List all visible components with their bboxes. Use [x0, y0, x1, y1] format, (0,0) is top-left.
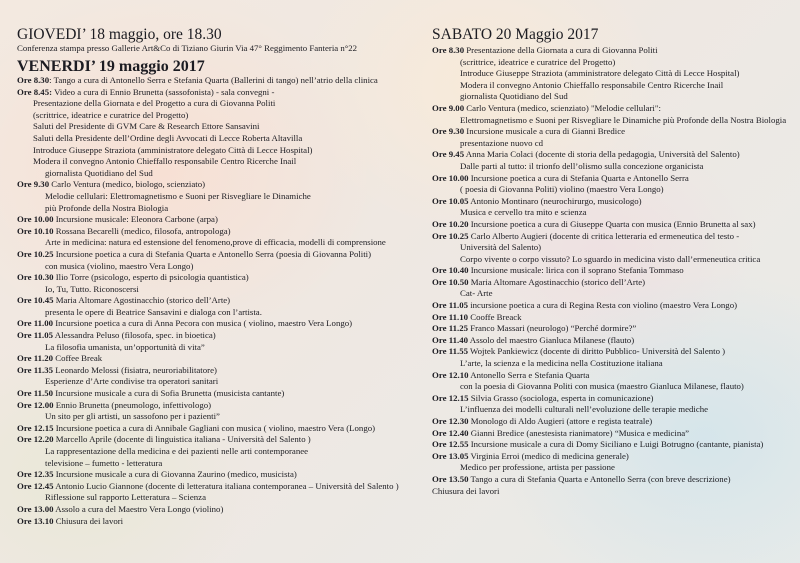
press-conference-note: Conferenza stampa presso Gallerie Art&Co di Tiziano Giurin Via 47° Reggimento Fanteria n°22 [17, 43, 358, 53]
program-entry [17, 423, 415, 435]
program-entry [17, 388, 415, 400]
entry-time: Ore 8.30 [432, 45, 465, 55]
program-entry [432, 277, 794, 289]
entry-text: Franco Massari (neurologo) “Perché dormire?” [468, 323, 637, 334]
entry-detail: Esperienze d’Arte condivise tra operatori sanitari [45, 376, 219, 387]
entry-detail: Io, Tu, Tutto. Riconoscersi [45, 283, 139, 294]
program-entry [17, 400, 415, 412]
program-entry [432, 219, 794, 231]
entry-detail: giornalista Quotidiano del Sud [460, 91, 568, 102]
entry-text: Assolo a cura del Maestro Vera Longo (violino) [53, 503, 224, 514]
entry-detail: Modera il convegno Antonio Chieffallo responsabile Centro Ricerche Inail [33, 156, 297, 167]
program-entry [432, 300, 794, 312]
program-entry [432, 45, 794, 57]
entry-text: Ilio Torre (psicologo, esperto di psicologia quantistica) [53, 272, 249, 283]
entry-text: Maria Altomare Agostinacchio (storico dell’Arte) [53, 295, 231, 306]
entry-time: Ore 10.10 [17, 225, 54, 236]
entry-detail: Musica e cervello tra mito e scienza [460, 207, 587, 218]
entry-time: Ore 10.00 [17, 214, 54, 225]
entry-time: Ore 13.10 [17, 515, 54, 526]
program-entry [17, 75, 415, 87]
program-entry [17, 516, 415, 528]
friday-heading: VENERDI’ 19 maggio 2017 [17, 58, 205, 75]
entry-time: Ore 11.50 [17, 388, 53, 399]
entry-time: Ore 11.35 [17, 364, 53, 375]
entry-detail: Melodie cellulari: Elettromagnetismo e Suoni per Risvegliare le Dinamiche [45, 190, 311, 201]
program-entry [17, 179, 415, 191]
entry-time: Ore 9.30 [17, 179, 50, 190]
entry-time: Ore 11.25 [432, 323, 468, 334]
entry-text: Marcello Aprile (docente di linguistica italiana - Università del Salento ) [53, 434, 311, 445]
program-entry [17, 434, 415, 446]
entry-text: Gianni Bredice (anestesista rianimatore) “Musica e medicina” [468, 427, 690, 438]
thursday-heading: GIOVEDI’ 18 maggio, ore 18.30 [17, 26, 222, 43]
program-entry [17, 295, 415, 307]
program-entry [17, 469, 415, 481]
entry-time: Ore 12.35 [17, 469, 54, 480]
entry-text: Wojtek Pankiewicz (docente di diritto Pubblico- Università del Salento ) [468, 346, 726, 357]
program-entry [17, 226, 415, 238]
entry-text: Maria Altomare Agostinacchio (storico dell’Arte) [468, 276, 646, 287]
entry-detail: Un sito per gli artisti, un sassofono per i pazienti” [45, 411, 220, 422]
entry-time: Ore 10.30 [17, 272, 54, 283]
entry-time: Ore 11.20 [17, 353, 53, 364]
entry-detail: Modera il convegno Antonio Chieffallo responsabile Centro Ricerche Inail [460, 79, 724, 90]
entry-text: Silvia Grasso (sociologa, esperta in comunicazione) [468, 392, 654, 403]
friday-column [17, 26, 415, 527]
entry-text: Incursione musicale a cura di Domy Siciliano e Luigi Botrugno (cantante, pianista) [468, 439, 764, 450]
closing-line: Chiusura dei lavori [432, 485, 500, 496]
program-entry [17, 330, 415, 342]
entry-detail: Introduce Giuseppe Straziota (amministratore delegato Città di Lecce Hospital) [460, 68, 740, 79]
entry-detail: L’influenza dei modelli culturali nell’evoluzione delle terapie mediche [460, 404, 709, 415]
entry-time: Ore 8.45: [17, 86, 53, 97]
program-entry [17, 214, 415, 226]
entry-time: Ore 10.00 [432, 172, 469, 183]
program-entry [432, 474, 794, 486]
entry-time: Ore 13.00 [17, 503, 54, 514]
entry-detail: giornalista Quotidiano del Sud [45, 167, 153, 178]
entry-text: Anna Maria Colaci (docente di storia della pedagogia, Università del Salento) [464, 149, 740, 160]
program-entry [17, 481, 415, 493]
entry-text: Carlo Alberto Augieri (docente di critica letteraria ed ermeneutica del testo - [468, 230, 740, 241]
entry-time: Ore 11.40 [432, 334, 468, 345]
program-entry [17, 249, 415, 261]
program-entry [432, 149, 794, 161]
entry-detail: Introduce Giuseppe Straziota (amministratore delegato Città di Lecce Hospital) [33, 144, 313, 155]
entry-detail: L’arte, la scienza e la medicina nella Costituzione italiana [460, 358, 663, 369]
entry-text: Video a cura di Ennio Brunetta (sassofonista) - sala convegni - [52, 86, 275, 97]
entry-text: Antonello Serra e Stefania Quarta [468, 369, 590, 380]
program-entry [432, 416, 794, 428]
entry-text: Chiusura dei lavori [53, 515, 124, 526]
entry-text: Incursione musicale: Eleonora Carbone (arpa) [53, 214, 218, 225]
entry-time: Ore 10.20 [432, 218, 469, 229]
entry-time: Ore 12.20 [17, 434, 54, 445]
entry-time: Ore 12.15 [432, 392, 469, 403]
entry-text: Rossana Becarelli (medico, filosofa, antropologa) [53, 225, 231, 236]
entry-detail: (scrittrice, ideatrice e curatrice del Progetto) [460, 56, 616, 67]
entry-detail: presentazione nuovo cd [460, 137, 544, 148]
program-entry [432, 126, 794, 138]
entry-text: incursione poetica a cura di Regina Resta con violino (maestro Vera Longo) [468, 300, 738, 311]
entry-detail: presenta le opere di Beatrice Sansavini e dialoga con l’artista. [45, 306, 262, 317]
entry-text: Antonio Montinaro (neurochirurgo, musicologo) [468, 195, 642, 206]
entry-text: Carlo Ventura (medico, scienziato) "Melodie cellulari": [464, 102, 661, 113]
entry-detail: Università del Salento) [460, 242, 542, 253]
program-entry [432, 231, 794, 243]
program-entry [17, 318, 415, 330]
entry-text: Incursione musicale a cura di Gianni Bredice [464, 126, 626, 137]
program-entry [432, 173, 794, 185]
entry-text: : Tango a cura di Antonello Serra e Stefania Quarta (Ballerini di tango) nell’atrio della clinica [49, 75, 378, 85]
program-entry [432, 196, 794, 208]
program-entry [432, 393, 794, 405]
entry-detail: Corpo vivente o corpo vissuto? Lo sguardo in medicina visto dall’ermeneutica critica [460, 253, 761, 264]
entry-detail: televisione – fumetto - letteratura [45, 457, 163, 468]
entry-detail: Medico per professione, artista per passione [460, 462, 615, 473]
entry-detail: La filosofia umanista, un’opportunità di vita” [45, 341, 205, 352]
entry-text: Incursione musicale a cura di Sofia Brunetta (musicista cantante) [53, 388, 285, 399]
entry-text: Assolo del maestro Gianluca Milanese (flauto) [468, 334, 635, 345]
program-entry [17, 504, 415, 516]
entry-text: Ennio Brunetta (pneumologo, infettivologo) [53, 399, 212, 410]
saturday-column [432, 26, 794, 497]
saturday-heading: SABATO 20 Maggio 2017 [432, 26, 599, 43]
entry-time: Ore 10.50 [432, 276, 469, 287]
program-entry [17, 353, 415, 365]
program-entry [432, 312, 794, 324]
entry-time: Ore 9.45 [432, 149, 465, 160]
entry-time: Ore 10.45 [17, 295, 54, 306]
program-entry [432, 439, 794, 451]
entry-time: Ore 11.55 [432, 346, 468, 357]
entry-detail: Riflessione sul rapporto Letteratura – Scienza [45, 492, 206, 503]
program-entry [432, 370, 794, 382]
entry-time: Ore 12.45 [17, 480, 54, 491]
entry-text: Carlo Ventura (medico, biologo, scienziato) [49, 179, 206, 190]
entry-detail: Cat- Arte [460, 288, 493, 299]
program-entry [432, 103, 794, 115]
entry-text: Incursione poetica a cura di Stefania Quarta e Antonello Serra [468, 172, 689, 183]
entry-detail: più Profonde della Nostra Biologia [45, 202, 169, 213]
entry-text: Incursione musicale a cura di Giovanna Zaurino (medico, musicista) [53, 469, 297, 480]
entry-detail: Saluti del Presidente di GVM Care & Research Ettore Sansavini [33, 121, 260, 132]
entry-text: Incursione musicale: lirica con il soprano Stefania Tommaso [468, 265, 684, 276]
entry-time: Ore 13.05 [432, 450, 469, 461]
program-entry [432, 428, 794, 440]
friday-program [17, 75, 415, 527]
entry-time: Ore 10.25 [17, 248, 54, 259]
entry-detail: Arte in medicina: natura ed estensione del fenomeno,prove di efficacia, modelli di comprensione [45, 237, 386, 248]
entry-text: Alessandra Peluso (filosofa, spec. in bioetica) [53, 330, 216, 341]
entry-text: Virginia Erroi (medico di medicina generale) [468, 450, 629, 461]
program-entry [17, 272, 415, 284]
entry-text: Incursione poetica a cura di Stefania Quarta e Antonello Serra (poesia di Giovanna Politi) [53, 248, 372, 259]
entry-text: Tango a cura di Stefania Quarta e Antonello Serra (con breve descrizione) [468, 473, 731, 484]
entry-time: Ore 11.00 [17, 318, 53, 329]
entry-time: Ore 11.05 [17, 330, 53, 341]
program-entry [17, 87, 415, 99]
entry-time: Ore 9.30 [432, 126, 465, 137]
entry-detail: ( poesia di Giovanna Politi) violino (maestro Vera Longo) [460, 184, 664, 195]
program-entry [432, 346, 794, 358]
entry-detail: con la poesia di Giovanna Politi con musica (maestro Gianluca Milanese, flauto) [460, 381, 744, 392]
entry-detail: Dalle parti al tutto: il trionfo dell’olismo sulla concezione organicista [460, 160, 704, 171]
entry-time: Ore 9.00 [432, 102, 465, 113]
program-entry [432, 451, 794, 463]
entry-time: Ore 12.40 [432, 427, 469, 438]
entry-time: Ore 12.30 [432, 416, 469, 426]
entry-text: Presentazione della Giornata a cura di Giovanna Politi [464, 45, 658, 55]
entry-detail: Presentazione della Giornata e del Progetto a cura di Giovanna Politi [33, 98, 276, 109]
entry-detail: Elettromagnetismo e Suoni per Risvegliare le Dinamiche più Profonde della Nostra Biologia [460, 114, 787, 125]
entry-text: Incursione poetica a cura di Giuseppe Quarta con musica (Ennio Brunetta al sax) [468, 218, 756, 229]
entry-time: Ore 12.55 [432, 439, 469, 450]
entry-text: Monologo di Aldo Augieri (attore e regista teatrale) [468, 416, 653, 426]
entry-time: Ore 12.15 [17, 422, 54, 433]
entry-time: Ore 11.10 [432, 311, 468, 322]
entry-detail: La rappresentazione della medicina e dei pazienti nelle arti contemporanee [45, 446, 309, 456]
entry-time: Ore 10.25 [432, 230, 469, 241]
entry-text: Incursione poetica a cura di Annibale Gagliani con musica ( violino, maestro Vera (Longo) [53, 422, 376, 433]
entry-detail: Saluti della Presidente dell’Ordine degli Avvocati di Lecce Roberta Altavilla [33, 132, 303, 143]
entry-time: Ore 10.40 [432, 265, 469, 276]
program-entry [17, 365, 415, 377]
program-entry [432, 323, 794, 335]
entry-text: Incursione poetica a cura di Anna Pecora con musica ( violino, maestro Vera Longo) [53, 318, 353, 329]
entry-time: Ore 13.50 [432, 473, 469, 484]
entry-text: Cooffe Breack [468, 311, 522, 322]
entry-text: Coffee Break [53, 353, 103, 364]
entry-text: Leonardo Melossi (fisiatra, neuroriabilitatore) [53, 364, 217, 375]
saturday-program [432, 45, 794, 497]
program-entry [432, 335, 794, 347]
entry-detail: con musica (violino, maestro Vera Longo) [45, 260, 194, 271]
entry-time: Ore 10.05 [432, 195, 469, 206]
entry-detail: (scrittrice, ideatrice e curatrice del Progetto) [33, 109, 189, 120]
entry-time: Ore 11.05 [432, 300, 468, 311]
program-entry [432, 265, 794, 277]
entry-time: Ore 12.00 [17, 399, 54, 410]
entry-time: Ore 8.30 [17, 75, 50, 85]
entry-text: Antonio Lucio Giannone (docente di letteratura italiana contemporanea – Università del Salento ) [53, 480, 399, 491]
entry-time: Ore 12.10 [432, 369, 469, 380]
